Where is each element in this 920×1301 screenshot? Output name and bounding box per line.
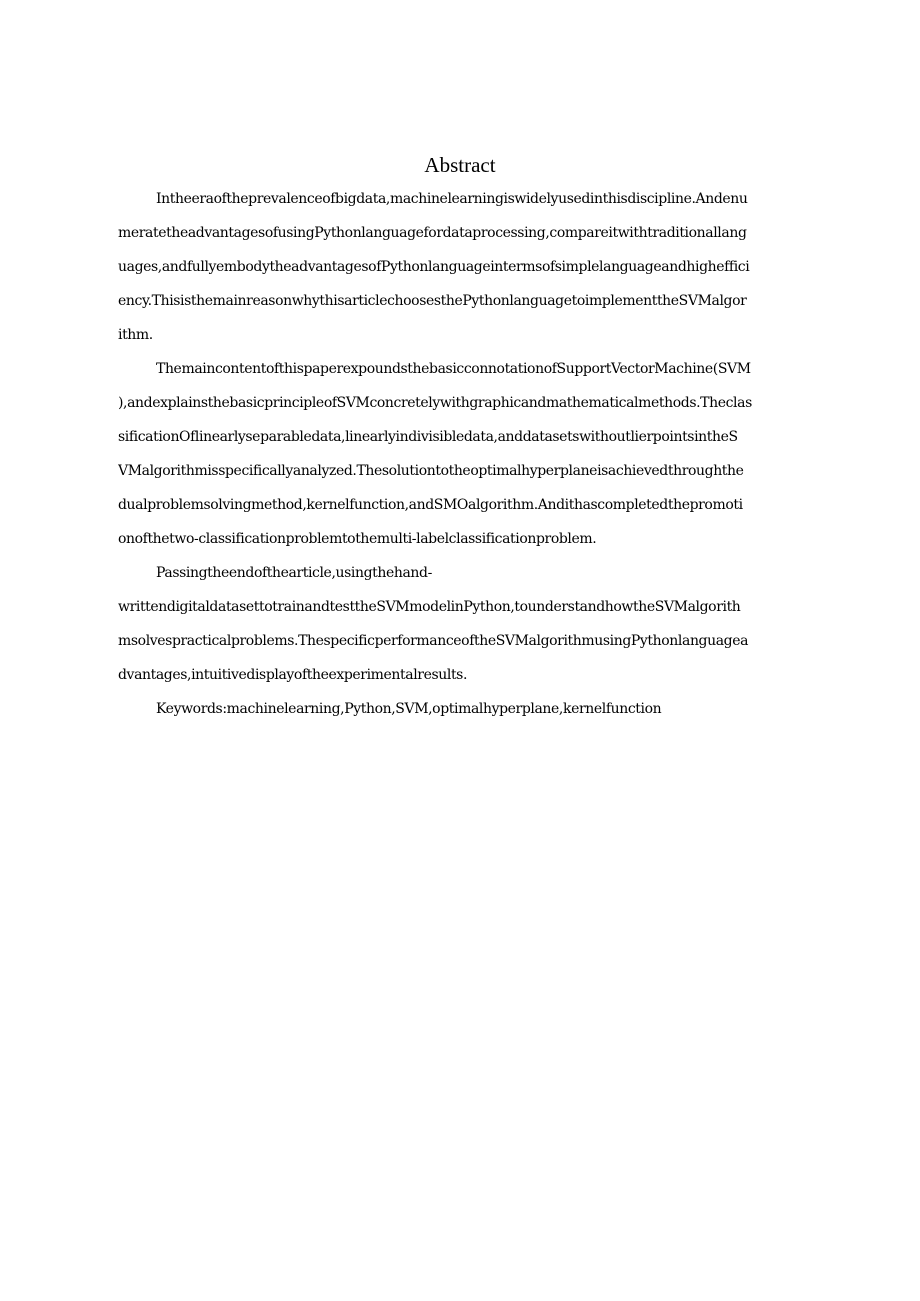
paragraph-keywords (118, 692, 800, 726)
keywords-line: Keywords:machinelearning,Python,SVM,optimalhyperplane,kernelfunction (156, 701, 662, 717)
paragraph-line: Intheeraoftheprevalenceofbigdata,machinelearningiswidelyusedinthisdiscipline.Andenu (156, 191, 748, 207)
paragraph-line: msolvespracticalproblems.ThespecificperformanceoftheSVMalgorithmusingPythonlanguagea (118, 633, 749, 649)
paragraph-line: dvantages,intuitivedisplayoftheexperimentalresults. (118, 667, 468, 683)
paragraph-line: writtendigitaldatasettotrainandtesttheSVMmodelinPython,tounderstandhowtheSVMalgorith (118, 599, 741, 615)
paragraph-content (118, 352, 800, 556)
paragraph-line: ThemaincontentofthispaperexpoundsthebasicconnotationofSupportVectorMachine(SVM (156, 361, 751, 377)
abstract-title: Abstract (424, 153, 496, 177)
paragraph-line: dualproblemsolvingmethod,kernelfunction,andSMOalgorithm.Andithascompletedthepromoti (118, 497, 743, 513)
paragraph-line: meratetheadvantagesofusingPythonlanguagefordataprocessing,compareitwithtraditionallang (118, 225, 747, 241)
paragraph-line: uages,andfullyembodytheadvantagesofPythonlanguageintermsofsimplelanguageandhigheffici (118, 259, 750, 275)
paragraph-intro (118, 182, 800, 352)
paragraph-line: VMalgorithmisspecificallyanalyzed.Thesolutiontotheoptimalhyperplaneisachievedthroughthe (118, 463, 744, 479)
paragraph-line: ency.ThisisthemainreasonwhythisarticlechoosesthePythonlanguagetoimplementtheSVMalgor (118, 293, 747, 309)
paragraph-line: Passingtheendofthearticle,usingthehand- (156, 565, 432, 581)
paragraph-experiment (118, 556, 800, 692)
paragraph-line: ithm. (118, 327, 153, 343)
abstract-body (118, 182, 800, 726)
paragraph-line: ),andexplainsthebasicprincipleofSVMconcretelywithgraphicandmathematicalmethods.Theclas (118, 395, 752, 411)
paragraph-line: onofthetwo-classificationproblemtothemulti-labelclassificationproblem. (118, 531, 597, 547)
paragraph-line: sificationOflinearlyseparabledata,linearlyindivisibledata,anddatasetswithoutlierpointsintheS (118, 429, 738, 445)
